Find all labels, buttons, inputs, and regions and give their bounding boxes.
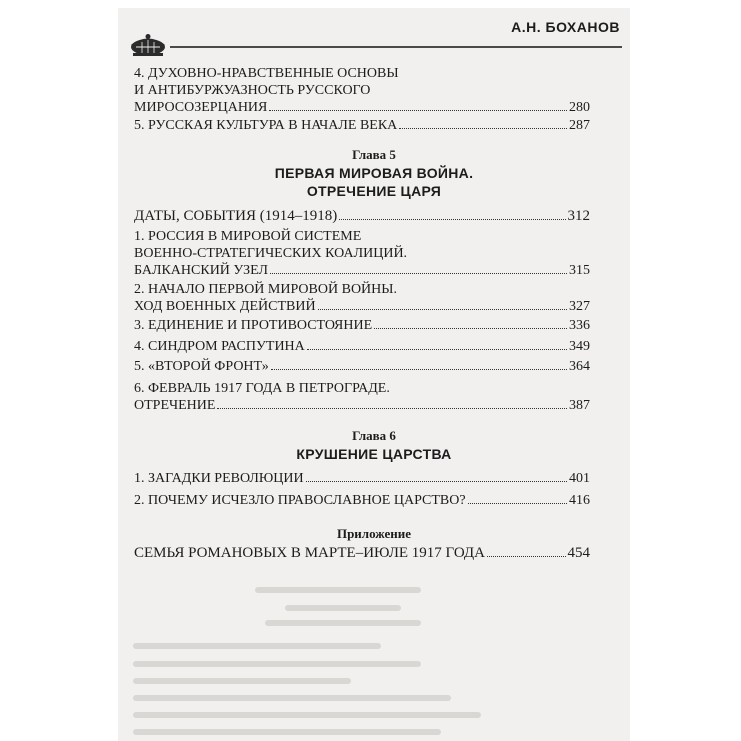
- toc-entry-line: 5. РУССКАЯ КУЛЬТУРА В НАЧАЛЕ ВЕКА: [134, 118, 398, 133]
- chapter-heading: [118, 427, 630, 463]
- toc-entry-line: И АНТИБУРЖУАЗНОСТЬ РУССКОГО: [134, 83, 371, 98]
- page-number: 327: [569, 299, 590, 314]
- toc-entry-line: 3. ЕДИНЕНИЕ И ПРОТИВОСТОЯНИЕ: [134, 318, 373, 333]
- toc-entry-line: 4. СИНДРОМ РАСПУТИНА: [134, 339, 305, 354]
- dot-leader: [306, 481, 567, 482]
- toc-entry-line: 6. ФЕВРАЛЬ 1917 ГОДА В ПЕТРОГРАДЕ.: [134, 381, 390, 396]
- toc-entry-line: 1. РОССИЯ В МИРОВОЙ СИСТЕМЕ: [134, 229, 362, 244]
- appendix-heading: [118, 525, 630, 543]
- dot-leader: [399, 128, 567, 129]
- chapter-title: ОТРЕЧЕНИЕ ЦАРЯ: [306, 183, 442, 199]
- toc-entry-line: БАЛКАНСКИЙ УЗЕЛ: [134, 263, 269, 278]
- toc-entry: [134, 317, 590, 334]
- toc-entry: [134, 338, 590, 355]
- toc-entry-line: ХОД ВОЕННЫХ ДЕЙСТВИЙ: [134, 299, 316, 314]
- dot-leader: [271, 369, 567, 370]
- chapter-label: Глава 5: [352, 147, 396, 162]
- toc-entry: [134, 228, 590, 279]
- toc-entry: [134, 208, 590, 225]
- chapter-title: ПЕРВАЯ МИРОВАЯ ВОЙНА.: [274, 165, 474, 181]
- dot-leader: [374, 328, 567, 329]
- toc-entry-line: 2. НАЧАЛО ПЕРВОЙ МИРОВОЙ ВОЙНЫ.: [134, 282, 397, 297]
- toc-entry: [134, 380, 590, 414]
- page-number: 280: [569, 100, 590, 115]
- page-number: 364: [569, 359, 590, 374]
- page-number: 401: [569, 471, 590, 486]
- chapter-label: Глава 6: [352, 428, 396, 443]
- dot-leader: [318, 309, 567, 310]
- bleed-through-texture: [118, 578, 630, 741]
- toc-entry: [134, 545, 590, 562]
- toc-entry-line: ВОЕННО-СТРАТЕГИЧЕСКИХ КОАЛИЦИЙ.: [134, 246, 408, 261]
- author-name: А.Н. БОХАНОВ: [505, 19, 620, 35]
- toc-entry-line: 4. ДУХОВНО-НРАВСТВЕННЫЕ ОСНОВЫ: [134, 66, 399, 81]
- dot-leader: [217, 408, 567, 409]
- toc-entry-line: ОТРЕЧЕНИЕ: [134, 398, 216, 413]
- page-number: 349: [569, 339, 590, 354]
- dot-leader: [270, 273, 567, 274]
- toc-entry-line: 5. «ВТОРОЙ ФРОНТ»: [134, 359, 269, 374]
- dot-leader: [468, 503, 567, 504]
- appendix-label: Приложение: [336, 526, 412, 541]
- page-number: 336: [569, 318, 590, 333]
- dot-leader: [307, 349, 567, 350]
- page-number: 315: [569, 263, 590, 278]
- toc-entry: [134, 281, 590, 315]
- toc-entry-line: МИРОСОЗЕРЦАНИЯ: [134, 100, 268, 115]
- toc-entry: [134, 492, 590, 509]
- page-number: 416: [569, 493, 590, 508]
- page-number: 312: [567, 208, 590, 224]
- toc-entry-line: ДАТЫ, СОБЫТИЯ (1914–1918): [134, 208, 338, 224]
- toc-entry-line: 2. ПОЧЕМУ ИСЧЕЗЛО ПРАВОСЛАВНОЕ ЦАРСТВО?: [134, 493, 466, 508]
- toc-entry-line: СЕМЬЯ РОМАНОВЫХ В МАРТЕ–ИЮЛЕ 1917 ГОДА: [134, 545, 485, 561]
- chapter-heading: [118, 146, 630, 200]
- toc-entry: [134, 470, 590, 487]
- dot-leader: [269, 110, 567, 111]
- chapter-title: КРУШЕНИЕ ЦАРСТВА: [296, 446, 452, 462]
- page-number: 454: [567, 545, 590, 561]
- dot-leader: [339, 219, 565, 220]
- toc-entry: [134, 358, 590, 375]
- page-number: 287: [569, 118, 590, 133]
- page-number: 387: [569, 398, 590, 413]
- dot-leader: [487, 556, 566, 557]
- toc-entry: [134, 117, 590, 134]
- toc-entry-line: 1. ЗАГАДКИ РЕВОЛЮЦИИ: [134, 471, 304, 486]
- toc-entry: [134, 65, 590, 116]
- book-page: [118, 8, 630, 741]
